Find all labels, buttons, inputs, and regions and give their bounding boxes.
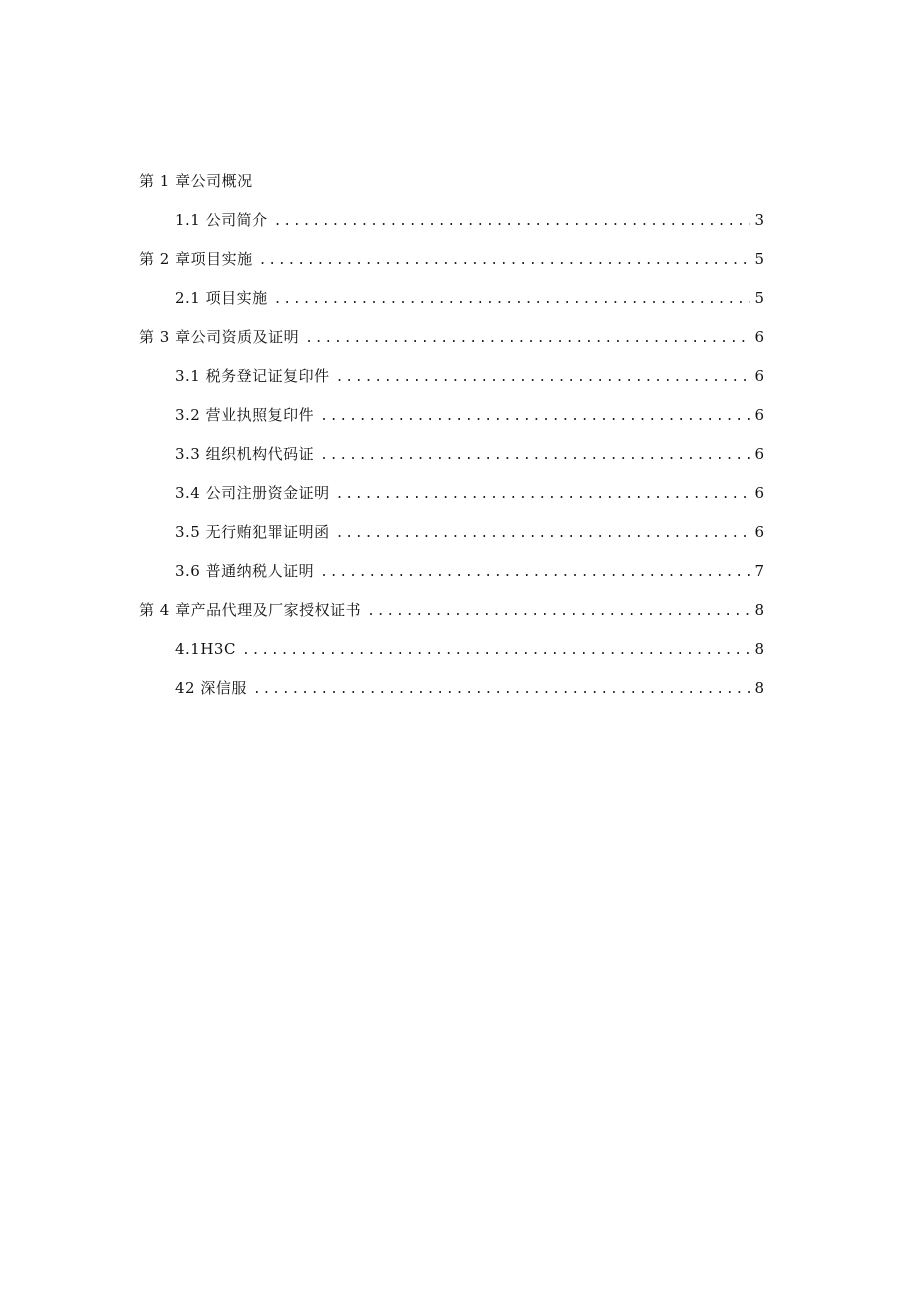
- dot-leader: [274, 211, 750, 233]
- toc-entry-label: 第 3 章公司资质及证明: [139, 328, 300, 346]
- toc-page-number: 8: [754, 640, 764, 658]
- toc-page-number: 6: [754, 328, 764, 346]
- dot-leader: [320, 562, 750, 584]
- toc-entry-chapter-1[interactable]: [139, 170, 253, 192]
- toc-entry-label: 4.1H3C: [175, 640, 236, 658]
- toc-page-number: 6: [754, 406, 764, 424]
- dot-leader: [253, 679, 750, 701]
- toc-entry-4-1[interactable]: [175, 638, 764, 660]
- toc-entry-2-1[interactable]: [175, 287, 764, 309]
- toc-entry-label: 3.4 公司注册资金证明: [175, 484, 330, 502]
- toc-entry-chapter-3[interactable]: [139, 326, 764, 348]
- dot-leader: [305, 328, 750, 350]
- toc-entry-chapter-4[interactable]: [139, 599, 764, 621]
- toc-entry-3-3[interactable]: [175, 443, 764, 465]
- dot-leader: [320, 445, 750, 467]
- toc-entry-label: 1.1 公司简介: [175, 211, 268, 229]
- dot-leader: [336, 523, 750, 545]
- toc-entry-3-6[interactable]: [175, 560, 764, 582]
- toc-entry-label: 第 4 章产品代理及厂家授权证书: [139, 601, 362, 619]
- toc-page-number: 3: [754, 211, 764, 229]
- toc-entry-4-2[interactable]: [175, 677, 764, 699]
- toc-entry-label: 第 2 章项目实施: [139, 250, 253, 268]
- dot-leader: [367, 601, 750, 623]
- toc-page-number: 6: [754, 523, 764, 541]
- toc-entry-label: 3.5 无行贿犯罪证明函: [175, 523, 330, 541]
- toc-page-number: 8: [754, 601, 764, 619]
- toc-entry-label: 3.3 组织机构代码证: [175, 445, 315, 463]
- toc-entry-3-5[interactable]: [175, 521, 764, 543]
- dot-leader: [259, 250, 750, 272]
- toc-entry-label: 2.1 项目实施: [175, 289, 268, 307]
- toc-entry-label: 42 深信服: [175, 679, 247, 697]
- toc-page-number: 5: [754, 289, 764, 307]
- dot-leader: [336, 367, 750, 389]
- toc-page-number: 5: [754, 250, 764, 268]
- toc-entry-label: 3.2 营业执照复印件: [175, 406, 315, 424]
- toc-page-number: 6: [754, 484, 764, 502]
- toc-page-number: 7: [754, 562, 764, 580]
- dot-leader: [336, 484, 750, 506]
- toc-page-number: 6: [754, 445, 764, 463]
- toc-entry-label: 3.1 税务登记证复印件: [175, 367, 330, 385]
- dot-leader: [320, 406, 750, 428]
- dot-leader: [242, 640, 750, 662]
- toc-entry-1-1[interactable]: [175, 209, 764, 231]
- toc-page-number: 8: [754, 679, 764, 697]
- toc-entry-label: 第 1 章公司概况: [139, 172, 253, 190]
- toc-entry-label: 3.6 普通纳税人证明: [175, 562, 315, 580]
- toc-entry-3-2[interactable]: [175, 404, 764, 426]
- dot-leader: [274, 289, 750, 311]
- toc-entry-chapter-2[interactable]: [139, 248, 764, 270]
- toc-page-number: 6: [754, 367, 764, 385]
- toc-entry-3-4[interactable]: [175, 482, 764, 504]
- toc-entry-3-1[interactable]: [175, 365, 764, 387]
